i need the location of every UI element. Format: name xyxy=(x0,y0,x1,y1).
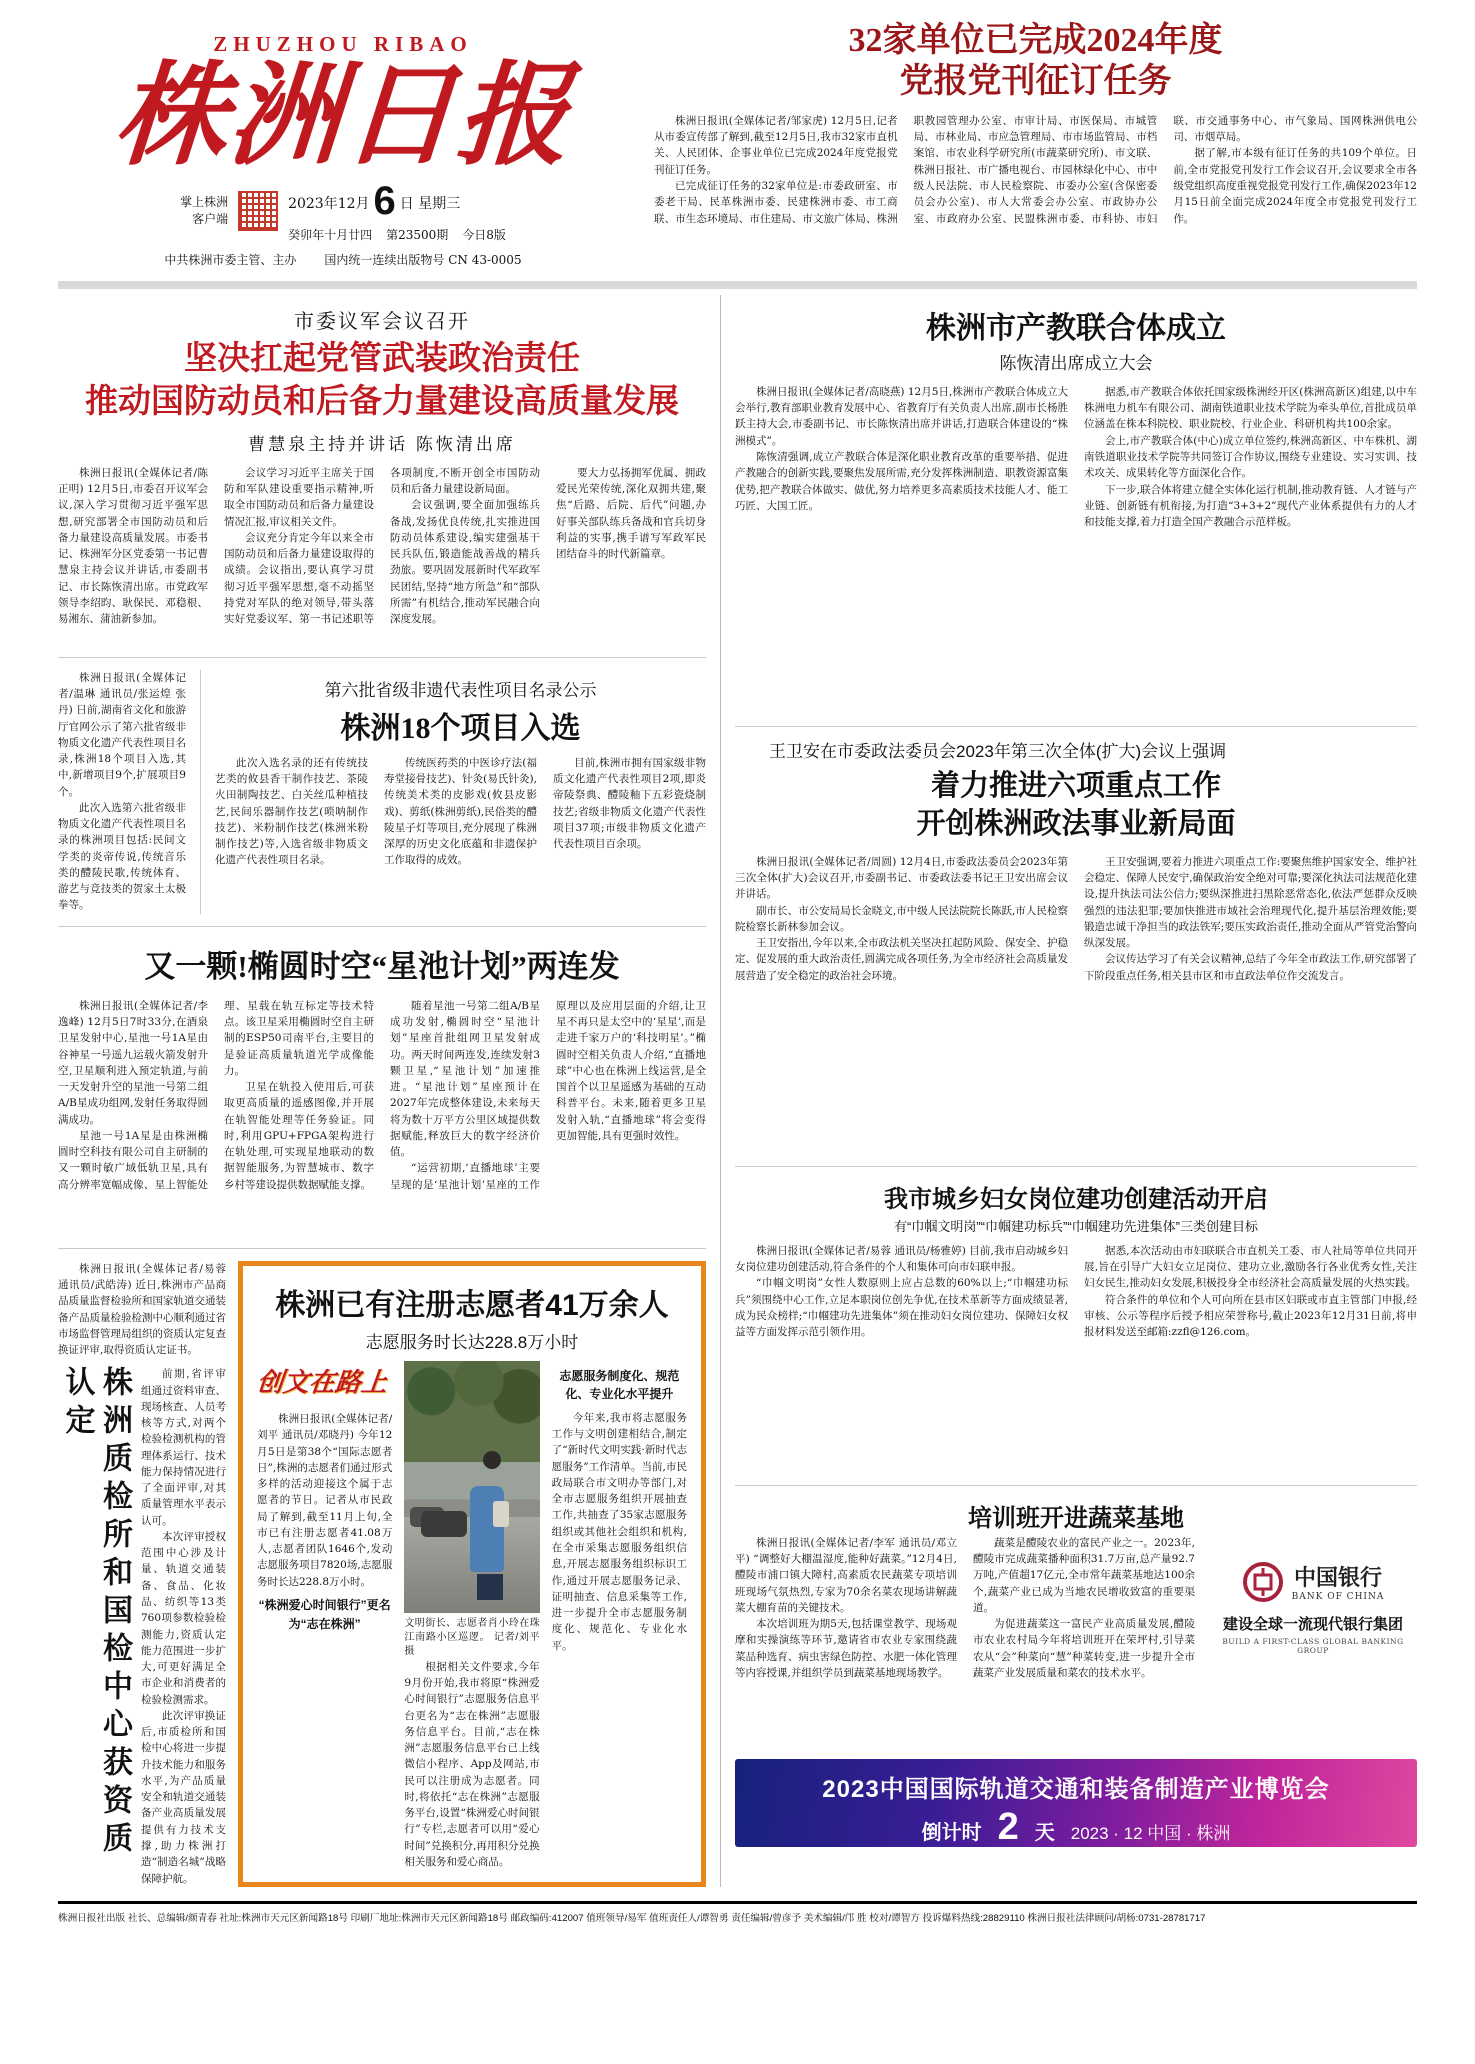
paragraph: 株洲日报讯(全媒体记者/刘平 通讯员/邓晓丹) 今年12月5日是第38个“国际志愿者日”,株洲的志愿者们通过形式多样的活动迎接这个属于志愿者的节日。记者从市民政局了解到,截至11月上旬,全市已有注册志愿者41.08万人,志愿者团队1646个,发动志愿服务项目7820场,志愿服务时长达228.8万小时。 xyxy=(257,1413,393,1588)
article-headline: 株洲市产教联合体成立 xyxy=(926,311,1226,345)
article-subtitle: 曹慧泉主持并讲话 陈恢清出席 xyxy=(248,434,516,454)
article-industry-education xyxy=(735,303,1417,714)
app-label-line2: 客户端 xyxy=(192,211,229,226)
article-headline: 我市城乡妇女岗位建功创建活动开启 xyxy=(884,1185,1268,1213)
paragraph: 株洲日报讯(全媒体记者/易蓉 通讯员/杨雅婷) 目前,我市启动城乡妇女岗位建功创建活动,符合条件的个人和集体可向市妇联申报。 xyxy=(735,1244,1068,1274)
headline-line2: 开创株洲政法事业新局面 xyxy=(916,808,1236,841)
paragraph: 此次评审换证后,市质检所和国检中心将进一步提升技术能力和服务水平,为产品质量安全和轨道交通装备产业高质量发展提供有力技术支撑,助力株洲打造“制造名城”战略保障护航。 xyxy=(141,1709,226,1885)
article-kicker: 第六批省级非遗代表性项目名录公示 xyxy=(324,680,597,700)
boc-slogan-en: BUILD A FIRST-CLASS GLOBAL BANKING GROUP xyxy=(1222,1636,1404,1655)
issue-number: 第23500期 xyxy=(386,227,449,242)
title-line1: 32家单位已完成2024年度 xyxy=(848,22,1223,59)
paragraph: 株洲日报讯(全媒体记者/陈正明) 12月5日,市委召开议军会议,深入学习贯彻习近平强军思想,研究部署全市国防动员和后备力量建设高质量发展。市委书记、株洲军分区党委第一书记曹慧泉主持会议并讲话,市委副书记、市长陈恢清出席。市党政军领导李绍昀、耿保民、邓稳根、易湘东、蒲油新参加。 xyxy=(58,466,208,626)
paragraph: 目前,株洲市拥有国家级非物质文化遗产代表性项目2项,即炎帝陵祭典、醴陵釉下五彩瓷烧制技艺;省级非物质文化遗产代表性项目37项;市级非物质文化遗产代表性项目百余项。 xyxy=(553,756,706,851)
vertical-headline: 株洲质检所和国检中心获资质认定 xyxy=(60,1366,131,1861)
ad-countdown-line xyxy=(735,1806,1417,1847)
article-body xyxy=(735,384,1417,714)
main-content xyxy=(58,295,1417,1887)
date-day: 6 xyxy=(373,178,396,223)
date-prefix: 2023年12月 xyxy=(288,195,370,212)
right-column xyxy=(720,295,1417,1887)
article-body xyxy=(735,1243,1417,1473)
app-label xyxy=(180,194,228,228)
paragraph: 蔬菜是醴陵农业的富民产业之一。2023年,醴陵市完成蔬菜播种面积31.7万亩,总产量92.7万吨,产值超17亿元,全市常年蔬菜基地达100余个,蔬菜产业已成为当地农民增收致富的重要渠道。 xyxy=(973,1536,1195,1614)
article-headline xyxy=(735,768,1417,843)
paragraph: 株洲日报讯(全媒体记者/邹家虎) 12月5日,记者从市委宣传部了解到,截至12月5日,我市32家市直机关、人民团体、企事业单位已完成2024年度党报党刊征订任务。 xyxy=(654,114,898,176)
app-label-line1: 掌上株洲 xyxy=(180,194,229,209)
masthead xyxy=(58,14,628,271)
paragraph: 据悉,市产教联合体依托国家级株洲经开区(株洲高新区)组建,以中车株洲电力机车有限公司、湖南铁道职业技术学院为牵头单位,首批成员单位涵盖在株本科院校、职业院校、行业企业、科研机构共100余家。 xyxy=(1084,385,1417,431)
section-divider xyxy=(735,1485,1417,1486)
paragraph: 副市长、市公安局局长金晓文,市中级人民法院院长陈跃,市人民检察院检察长新林参加会议。 xyxy=(735,904,1068,933)
box-subhead-2: 志愿服务制度化、规范化、专业化水平提升 xyxy=(559,1368,680,1402)
paragraph: 要大力弘扬拥军优属、拥政爱民光荣传统,深化双拥共建,聚焦“后路、后院、后代”问题,办好事关部队练兵备战和官兵切身利益的实事,携手谱写军政军民团结奋斗的时代新篇章。 xyxy=(556,466,706,561)
photo-person-head xyxy=(483,1451,501,1469)
page-footer: 株洲日报社出版 社长、总编辑/颜青春 社址:株洲市天元区新闻路18号 印刷厂地址:株洲市天元区新闻路18号 邮政编码:412007 值班领导/易军 值班责任人/谭智勇 责任编辑/曾彦予 美术编辑/邝 胜 校对/谭智方 投诉爆料热线:28829110 株洲日报社法律顾问/胡杨:0731-28781717 xyxy=(58,1901,1417,1924)
boc-names xyxy=(1292,1561,1385,1602)
paragraph: 星池一号1A星是由株洲椭圆时空科技有限公司自主研制的又一颗时敏广域低轨卫星,具有高分辨率宽幅成像、星上智能处理、星载在轨互标定等技术特点。该卫星采用椭圆时空自主研制的ESP50司南平台,主要目的是验证高质量轨道光学成像能力。 xyxy=(58,999,374,1191)
header-divider xyxy=(58,281,1417,289)
paragraph: 株洲日报讯(全媒体记者/李逸峰) 12月5日7时33分,在酒泉卫星发射中心,星池一号1A星由谷神星一号遥九运载火箭发射升空,卫星顺利进入预定轨道,与前一天发射升空的星池一号第二组A/B星成功组网,发射任务取得圆满成功。 xyxy=(58,999,208,1126)
article-body xyxy=(58,465,706,645)
paragraph: 株洲日报讯(全媒体记者/李军 通讯员/邓立平) “调整好大棚温湿度,能种好蔬菜。”12月4日,醴陵市浦口镇大障村,高素质农民蔬菜专项培训班现场气氛热烈,专家为70余名菜农现场讲解蔬菜大棚育苗的关键技术。 xyxy=(735,1536,957,1614)
article-headline xyxy=(58,338,706,424)
article-body-top xyxy=(58,1261,226,1359)
paragraph: 已完成征订任务的32家单位是:市委政研室、市委老干局、民革株洲市委、民建株洲市委、市工商联、市生态环境局、市住建局、市文旅广体局、株洲职教园管理办公室、市审计局、市医保局、市城管局、市林业局、市应急管理局、市市场监管局、市档案馆、市农业科学研究所(市蔬菜研究所)、市文联、株洲日报社、市广播电视台、市园林绿化中心、市中级人民法院、市人民检察院、市委办公室(含保密委员会办公室)、市人大常委会办公室、市政协办公室、市政府办公室、民盟株洲市委、市科协、市妇联、市交通事务中心、市气象局、国网株洲供电公司、市烟草局。 xyxy=(654,114,1417,225)
countdown-days: 2 xyxy=(997,1805,1019,1847)
box-column-2 xyxy=(404,1361,539,1870)
paragraph: 王卫安指出,今年以来,全市政法机关坚决扛起防风险、保安全、护稳定、促发展的重大政治责任,圆满完成各项任务,为全市经济社会高质量发展营造了安全稳定的政治社会环境。 xyxy=(735,937,1068,982)
article-satellite xyxy=(58,941,706,1236)
article-women-achievement xyxy=(735,1179,1417,1473)
box-subhead-1: “株洲爱心时间银行”更名为“志在株洲” xyxy=(258,1597,391,1631)
paragraph: 据了解,市本级有征订任务的共109个单位。日前,全市党报党刊发行工作会议召开,会议要求全市各级党组织高度重视党报党刊发行工作,确保2023年12月15日前全面完成2024年度全市党报党刊发行工作。 xyxy=(1173,147,1417,225)
boc-logo-row xyxy=(1209,1561,1417,1603)
pages-today: 今日8版 xyxy=(462,227,506,242)
box-columns xyxy=(257,1361,687,1870)
paragraph: 株洲日报讯(全媒体记者/易蓉 通讯员/武皓涛) 近日,株洲市产品商品质量监督检验所和国家轨道交通装备产品质量检验检测中心顺利通过省市场监督管理局组织的资质认定复查换证评审,取得资质认定证书。 xyxy=(58,1262,226,1357)
paragraph: 本次评审授权范围中心涉及计量、轨道交通装备、食品、化妆品、纺织等13类760项参数检验检测能力,资质认定能力范围进一步扩大,可更好满足全市企业和消费者的检验检测需求。 xyxy=(141,1530,226,1706)
page-header xyxy=(58,14,1417,271)
box-headline: 株洲已有注册志愿者41万余人 xyxy=(275,1288,669,1322)
photo-foliage xyxy=(404,1361,539,1462)
paragraph: 本次培训班为期5天,包括课堂教学、现场观摩和实操演练等环节,邀请省市农业专家围绕蔬菜品种选育、病虫害绿色防控、水肥一体化管理等内容授课,并组织学员到蔬菜基地现场教学。 xyxy=(735,1618,957,1679)
section-divider xyxy=(58,1248,706,1249)
chevron-left-decoration xyxy=(735,1759,787,1847)
lunar-date: 癸卯年十月廿四 xyxy=(288,227,373,242)
headline-line1: 着力推进六项重点工作 xyxy=(930,770,1221,803)
boc-name-cn: 中国银行 xyxy=(1293,1565,1382,1592)
article-body xyxy=(735,1535,1195,1747)
countdown-unit: 天 xyxy=(1034,1821,1055,1844)
paragraph: 会议充分肯定今年以来全市国防动员和后备力量建设取得的成绩。会议指出,要认真学习贯彻习近平强军思想,毫不动摇坚持党对军队的绝对领导,带头落实好党委议军、第一书记述职等各项制度,不断开创全市国防动员和后备力量建设新局面。 xyxy=(224,466,540,626)
paragraph: 据悉,本次活动由市妇联联合市直机关工委、市人社局等单位共同开展,旨在引导广大妇女立足岗位、建功立业,激励各行各业优秀女性,关注妇女民生,推动妇女发展,积极投身全市经济社会高质量发展的火热实践。 xyxy=(1084,1244,1417,1290)
paragraph: 株洲日报讯(全媒体记者/周圆) 12月4日,市委政法委员会2023年第三次全体(扩大)会议召开,市委副书记、市委政法委书记王卫安出席会议并讲话。 xyxy=(735,855,1068,901)
headline-line2: 推动国防动员和后备力量建设高质量发展 xyxy=(85,383,679,420)
date-suffix: 日 星期三 xyxy=(399,195,461,212)
article-kicker: 王卫安在市委政法委员会2023年第三次全体(扩大)会议上强调 xyxy=(769,741,1227,761)
masthead-pinyin: ZHUZHOU RIBAO xyxy=(213,32,473,56)
photo-caption: 文明街长、志愿者肖小玲在珠江南路小区巡逻。 记者/刘平 摄 xyxy=(404,1617,540,1657)
article-intro-column xyxy=(58,670,186,914)
paragraph: 会议学习习近平主席关于国防和军队建设重要指示精神,听取全市国防动员和后备力量建设情况汇报,审议相关文件。 xyxy=(224,466,374,528)
paragraph: 会议传达学习了有关会议精神,总结了今年全市政法工作,研究部署了下阶段重点任务,相关县市区和市直政法单位作交流发言。 xyxy=(1084,953,1417,982)
paragraph: 随着星池一号第二组A/B星成功发射,椭圆时空“星池计划”星座首批组网卫星发射成功。两天时间两连发,连续发射3颗卫星,“星池计划”加速推进。“星池计划”星座预计在2027年完成整体建设,未来每天将为数十万平方公里区域提供数据赋能,释放巨大的数字经济价值。 xyxy=(390,999,540,1159)
bank-of-china-ad xyxy=(1209,1535,1417,1747)
paragraph: 卫星在轨投入使用后,可获取更高质量的遥感图像,并开展在轨智能处理等任务验证。同时,利用GPU+FPGA架构进行在轨处理,可实现星地联动的数据智能服务,为智慧城市、数字乡村等建设提供数据赋能支撑。 xyxy=(224,1081,374,1191)
ad-title: 2023中国国际轨道交通和装备制造产业博览会 xyxy=(822,1775,1330,1803)
date-line xyxy=(288,179,506,224)
article-kicker: 市委议军会议召开 xyxy=(294,310,470,333)
article-headline: 又一颗!椭圆时空“星池计划”两连发 xyxy=(144,948,620,984)
section-divider xyxy=(58,926,706,927)
article-body-side xyxy=(141,1366,226,1887)
photo-volunteer-person xyxy=(470,1486,504,1572)
vertical-headline-row xyxy=(58,1366,226,1887)
paragraph: 传统医药类的中医诊疗法(福寿堂接骨技艺)、针灸(易氏针灸),传统美术类的皮影戏(攸县皮影戏)、剪纸(株洲剪纸),民俗类的醴陵星子灯等项目,充分展现了株洲深厚的历史文化底蕴和非遗保护工作取得的成效。 xyxy=(384,756,537,867)
photo-scooter xyxy=(421,1511,467,1537)
countdown-label: 倒计时 xyxy=(921,1821,982,1844)
expo-ad-banner xyxy=(735,1759,1417,1847)
article-intangible-heritage xyxy=(58,670,706,914)
chevron-right-decoration xyxy=(1365,1759,1417,1847)
paragraph: 陈恢清强调,成立产教联合体是深化职业教育改革的重要举措、促进产教融合的创新实践,要聚焦发展所需,充分发挥株洲制造、职教资源富集优势,把产教联合体做实、做优,努力培养更多高素质技术技能人才、能工巧匠、大国工匠。 xyxy=(735,451,1068,512)
article-body xyxy=(215,755,706,905)
ad-date: 2023 · 12 中国 · 株洲 xyxy=(1070,1823,1231,1843)
paragraph: 会上,市产教联合体(中心)成立单位签约,株洲高新区、中车株机、湖南铁道职业技术学院等共同签订合作协议,围绕专业建设、实习实训、技术攻关、成果转化等方面深化合作。 xyxy=(1084,434,1417,480)
article-body xyxy=(58,998,706,1236)
article-body xyxy=(735,854,1417,1154)
issue-line xyxy=(288,226,506,243)
article-main-block xyxy=(200,670,706,914)
photo-bag xyxy=(493,1501,509,1527)
bottom-left-zone xyxy=(58,1261,706,1887)
qr-code-icon xyxy=(238,191,278,231)
article-subtitle: 有“巾帼文明岗”“巾帼建功标兵”“巾帼建功先进集体”三类创建目标 xyxy=(894,1218,1258,1234)
paragraph: 前期,省评审组通过资料审查、现场核查、人员考核等方式,对两个检验检测机构的管理体系运行、技术能力保持情况进行了全面评审,对其质量管理水平表示认可。 xyxy=(141,1368,226,1527)
organ-text: 中共株洲市委主管、主办 xyxy=(164,252,297,267)
paragraph: 下一步,联合体将建立健全实体化运行机制,推动教育链、人才链与产业链、创新链有机衔接,为打造“3+3+2”现代产业体系提供有力的人才和技能支撑,着力打造全国产教融合示范样板。 xyxy=(1084,483,1417,529)
paragraph: 符合条件的单位和个人可向所在县市区妇联或市直主管部门申报,经审核、公示等程序后授予相应荣誉称号,截止2023年12月31日前,将申报材料发送至邮箱:zzfl@126.com。 xyxy=(1084,1293,1417,1339)
article-subtitle: 陈恢清出席成立大会 xyxy=(999,353,1153,373)
paragraph: “运营初期,‘直播地球’主要呈现的是‘星池计划’星座的工作原理以及应用层面的介绍,让卫星不再只是太空中的‘星星’,而是走进千家万户的‘科技明星’。”椭圆时空相关负责人介绍,“直播地球”中心也在株洲上线运营,是全国首个以卫星遥感为基础的互动科普平台。未来,随着更多卫星发射入轨,“直播地球”将会变得更加智能,具有更强时效性。 xyxy=(390,999,706,1191)
article-title xyxy=(654,20,1417,103)
masthead-meta xyxy=(58,179,628,243)
street-patrol-photo xyxy=(404,1361,539,1613)
paragraph: 今年来,我市将志愿服务工作与文明创建相结合,制定了“新时代文明实践·新时代志愿服务”工作清单。当前,市民政局联合市文明办等部门,对全市志愿服务组织开展抽查工作,共抽查了35家志愿服务组织或其他社会组织和机构,在全市采集志愿服务组织信息,开展志愿服务组织标识工作,通过开展志愿服务记录、证明抽查、信息采集等工作,进一步提升全市志愿服务制度化、规范化、专业化水平。 xyxy=(551,1411,687,1652)
paragraph: “巾帼文明岗”女性人数原则上应占总数的60%以上;“巾帼建功标兵”须围绕中心工作,立足本职岗位创先争优,在技术革新等方面成绩显著,成为民众榜样;“巾帼建功先进集体”须在推动妇女岗位建功、保障妇女权益等方面发挥示范引领作用。 xyxy=(735,1277,1068,1339)
photo-person-legs xyxy=(477,1574,503,1600)
organ-line xyxy=(58,251,628,268)
section-divider xyxy=(735,726,1417,727)
paragraph: 此次入选第六批省级非物质文化遗产代表性项目名录的株洲项目包括:民间文学类的炎帝传说,传统音乐类的醴陵民歌,传统体育、游艺与竞技类的贺家土太极拳等。 xyxy=(58,801,186,912)
article-body xyxy=(654,113,1417,271)
title-line2: 党报党刊征订任务 xyxy=(899,63,1172,101)
article-party-subscription xyxy=(654,14,1417,271)
article-politics-law xyxy=(735,739,1417,1154)
paragraph: 为促进蔬菜这一富民产业高质量发展,醴陵市农业农村局今年将培训班开在荣坪村,引导菜农从“会”种菜向“慧”种菜转变,进一步提升全市蔬菜产业发展质量和菜农的技术水平。 xyxy=(973,1618,1195,1679)
box-subtitle: 志愿服务时长达228.8万小时 xyxy=(365,1332,579,1352)
chuangwen-logo: 创文在路上 xyxy=(255,1367,389,1398)
paragraph: 此次入选名录的还有传统技艺类的攸县香干制作技艺、茶陵火田制陶技艺、白关丝瓜种植技艺,民间乐器制作技艺(唢呐制作技艺)、米粉制作技艺(株洲米粉制作技艺)等,入选省级非物质文化遗产代表性项目名录。 xyxy=(215,756,368,867)
box-column-1 xyxy=(257,1361,392,1870)
article-headline: 株洲18个项目入选 xyxy=(340,711,581,745)
section-divider xyxy=(58,657,706,658)
headline-line1: 坚决扛起党管武装政治责任 xyxy=(184,340,580,377)
article-volunteers-box xyxy=(238,1261,706,1887)
article-vegetable-training xyxy=(735,1498,1417,1747)
section-divider xyxy=(735,1166,1417,1167)
article-headline: 培训班开进蔬菜基地 xyxy=(968,1504,1184,1532)
left-column xyxy=(58,295,720,1887)
paragraph: 会议强调,要全面加强练兵备战,发扬优良传统,扎实推进国防动员体系建设,编实建强基干民兵队伍,锻造能战善战的精兵劲旅。要巩固发展新时代军政军民团结,坚持“地方所急”和“部队所需”有机结合,推动军民融合向深度发展。 xyxy=(390,499,540,626)
date-block xyxy=(288,179,506,243)
boc-name-en: BANK OF CHINA xyxy=(1291,1592,1385,1603)
publication-number: 国内统一连续出版物号 CN 43-0005 xyxy=(324,252,522,267)
paragraph: 株洲日报讯(全媒体记者/高晓燕) 12月5日,株洲市产教联合体成立大会举行,教育部职业教育发展中心、省教育厅有关负责人出席,副市长杨胜跃主持大会,市委副书记、市长陈恢清出席并讲话,打造联合体建设的“株洲模式”。 xyxy=(735,385,1068,447)
training-row xyxy=(735,1535,1417,1747)
paragraph: 根据相关文件要求,今年9月份开始,我市将原“株洲爱心时间银行”志愿服务信息平台更名为“志在株洲”志愿服务信息平台。目前,“志在株洲”志愿服务信息平台已上线微信小程序、App及网站,市民可以注册成为志愿者。同时,将依托“志在株洲”志愿服务平台,设置“株洲爱心时间银行”专栏,志愿者可以用“爱心时间”兑换积分,再用积分兑换相关服务和爱心商品。 xyxy=(404,1660,540,1868)
article-quality-inspection xyxy=(58,1261,226,1887)
bank-of-china-icon xyxy=(1242,1561,1284,1603)
article-military xyxy=(58,305,706,645)
paragraph: 王卫安强调,要着力推进六项重点工作:要聚焦维护国家安全、维护社会稳定、保障人民安宁,确保政治安全绝对可靠;要深化执法司法规范化建设,提升执法司法公信力;要纵深推进扫黑除恶常态化,依法严惩群众反映强烈的违法犯罪;要加快推进市域社会治理现代化,提升基层治理效能;要锻造忠诚干净担当的政法铁军;要压实政治责任,推动全面从严管党治警向纵深发展。 xyxy=(1084,855,1417,950)
masthead-logo: 株洲日报 xyxy=(110,50,576,181)
paragraph: 株洲日报讯(全媒体记者/温琳 通讯员/张运煌 张丹) 日前,湖南省文化和旅游厅官网公示了第六批省级非物质文化遗产代表性项目名录,株洲18个项目入选,其中,新增项目9个,扩展项目9个。 xyxy=(58,671,186,798)
box-column-3 xyxy=(552,1361,687,1870)
boc-slogan: 建设全球一流现代银行集团 xyxy=(1222,1615,1403,1633)
